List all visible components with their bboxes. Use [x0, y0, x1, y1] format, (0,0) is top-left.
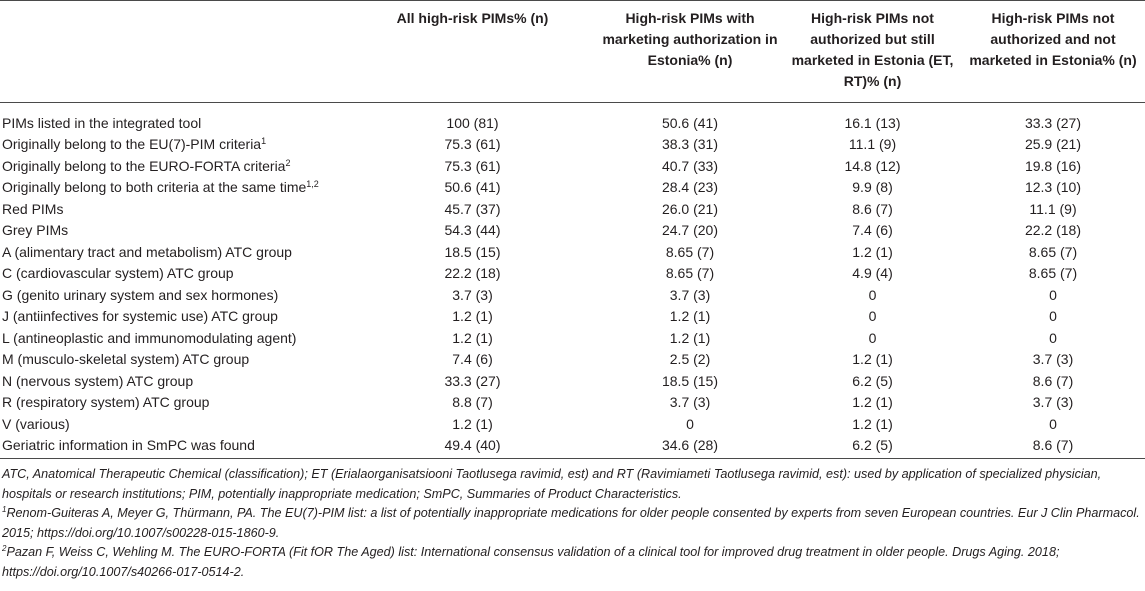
- cell-c4: 11.1 (9): [1029, 200, 1077, 217]
- table-row: [0, 392, 1145, 413]
- row-label: [2, 306, 278, 327]
- cell-c2: 0: [686, 415, 694, 432]
- row-label: [2, 199, 63, 220]
- table-row: [0, 199, 1145, 220]
- cell-c2: 1.2 (1): [669, 308, 711, 325]
- cell-c4: 8.65 (7): [1028, 265, 1078, 282]
- row-label-text: M (musculo-skeletal system) ATC group: [2, 351, 250, 368]
- cell-c2: 18.5 (15): [661, 372, 719, 389]
- cell-c1: 8.8 (7): [452, 394, 493, 411]
- row-label: [2, 414, 70, 435]
- cell-c1: 100 (81): [446, 115, 499, 131]
- table-row: [0, 306, 1145, 327]
- row-label: [2, 177, 319, 198]
- cell-c3: 14.8 (12): [844, 157, 901, 174]
- cell-c2: 3.7 (3): [669, 286, 711, 303]
- row-label: [2, 328, 296, 349]
- cell-c1: 49.4 (40): [444, 437, 501, 454]
- cell-c1: 7.4 (6): [452, 351, 493, 368]
- cell-c3: 11.1 (9): [848, 136, 897, 153]
- cell-c4: 8.6 (7): [1032, 437, 1074, 454]
- cell-c3: 0: [868, 286, 877, 303]
- row-label-text: V (various): [2, 415, 70, 432]
- row-label: [2, 242, 292, 263]
- row-label-footnote-mark: 1,2: [306, 179, 319, 190]
- row-label-text: R (respiratory system) ATC group: [2, 394, 210, 411]
- table-footnotes: [2, 465, 1142, 582]
- cell-c2: 34.6 (28): [661, 437, 719, 454]
- footnote-abbreviations: ATC, Anatomical Therapeutic Chemical (classification); ET (Erialaorganisatsiooni Taotlusega ravimid, est) and RT (Ravimiameti Taotlusega ravimid, est): used by application of specialized physician, hospitals or research institutions; PIM, potentially inappropriate medication; SmPC, Summaries of Product Characteristics.: [2, 467, 1102, 501]
- cell-c4: 0: [1049, 308, 1057, 325]
- table-row: [0, 113, 1145, 134]
- footnote-reference-2: [2, 543, 1142, 582]
- cell-c1: 1.2 (1): [452, 329, 493, 346]
- table-row: [0, 177, 1145, 198]
- row-label: [2, 371, 193, 392]
- cell-c4: 19.8 (16): [1024, 157, 1082, 174]
- cell-c1: 33.3 (27): [444, 372, 501, 389]
- row-label-text: C (cardiovascular system) ATC group: [2, 265, 234, 282]
- footnote-mark-1: 1: [2, 505, 7, 514]
- table-top-rule: [0, 0, 1145, 1]
- row-label: [2, 156, 291, 177]
- footnote-text-2: Pazan F, Weiss C, Wehling M. The EURO-FORTA (Fit fOR The Aged) list: International consensus validation of a clinical tool for improved drug treatment in older people. Drugs Aging. 2018; https://doi.org/10.1007/s40266-017-0514-2.: [2, 545, 1060, 579]
- table-bottom-rule: [0, 458, 1145, 459]
- cell-c2: 26.0 (21): [661, 200, 719, 217]
- cell-c3: 9.9 (8): [852, 179, 893, 196]
- row-label-text: G (genito urinary system and sex hormones): [2, 286, 279, 303]
- row-label: [2, 285, 278, 306]
- row-label-text: Originally belong to both criteria at the same time: [2, 179, 307, 196]
- cell-c3: 6.2 (5): [852, 437, 893, 454]
- cell-c3: 7.4 (6): [852, 222, 893, 239]
- cell-c2: 24.7 (20): [661, 222, 719, 239]
- table-row: [0, 285, 1145, 306]
- row-label-text: PIMs listed in the integrated tool: [2, 115, 202, 131]
- footnote-text-1: Renom-Guiteras A, Meyer G, Thürmann, PA. The EU(7)-PIM list: a list of potentially inappropriate medications for older people consented by experts from seven European countries. Eur J Clin Pharmacol. 2015; https://doi.org/10.1007/s00228-015-1860-9.: [2, 506, 1140, 540]
- row-label: [2, 435, 255, 456]
- row-label-text: A (alimentary tract and metabolism) ATC group: [2, 243, 292, 260]
- row-label-text: N (nervous system) ATC group: [2, 372, 194, 389]
- cell-c3: 16.1 (13): [844, 115, 901, 131]
- table-row: [0, 414, 1145, 435]
- cell-c4: 0: [1049, 415, 1057, 432]
- cell-c3: 4.9 (4): [852, 265, 893, 282]
- column-header-not-authorized-not-marketed: High-risk PIMs not authorized and not marketed in Estonia% (n): [969, 10, 1137, 68]
- cell-c1: 50.6 (41): [444, 179, 501, 196]
- cell-c4: 3.7 (3): [1032, 394, 1074, 411]
- row-label-text: Grey PIMs: [2, 222, 69, 239]
- column-header-not-authorized-marketed: High-risk PIMs not authorized but still marketed in Estonia (ET, RT)% (n): [791, 10, 954, 89]
- cell-c4: 0: [1049, 329, 1057, 346]
- row-label-text: Originally belong to the EU(7)-PIM criteria: [2, 136, 262, 153]
- cell-c1: 1.2 (1): [452, 308, 493, 325]
- cell-c1: 3.7 (3): [452, 286, 493, 303]
- cell-c1: 54.3 (44): [444, 222, 501, 239]
- column-header-all: All high-risk PIMs% (n): [396, 10, 549, 26]
- cell-c1: 18.5 (15): [444, 243, 501, 260]
- cell-c2: 50.6 (41): [661, 115, 719, 131]
- cell-c3: 1.2 (1): [852, 243, 893, 260]
- row-label-text: J (antiinfectives for systemic use) ATC group: [2, 308, 278, 325]
- cell-c3: 1.2 (1): [852, 394, 893, 411]
- row-label-text: L (antineoplastic and immunomodulating agent): [2, 329, 297, 346]
- cell-c3: 1.2 (1): [852, 415, 893, 432]
- cell-c2: 8.65 (7): [665, 243, 715, 260]
- row-label-footnote-mark: 1: [261, 136, 267, 147]
- row-label: [2, 263, 234, 284]
- table-row: [0, 134, 1145, 155]
- cell-c3: 1.2 (1): [852, 351, 893, 368]
- column-header-authorized: High-risk PIMs with marketing authorization in Estonia% (n): [602, 10, 778, 68]
- cell-c2: 38.3 (31): [661, 136, 719, 153]
- cell-c2: 1.2 (1): [669, 329, 711, 346]
- cell-c4: 25.9 (21): [1024, 136, 1082, 153]
- row-label-text: Geriatric information in SmPC was found: [2, 437, 255, 454]
- row-label: [2, 134, 266, 155]
- cell-c4: 22.2 (18): [1024, 222, 1082, 239]
- cell-c4: 8.6 (7): [1032, 372, 1074, 389]
- table-body: [0, 113, 1145, 457]
- cell-c4: 0: [1049, 286, 1057, 303]
- footnote-mark-2: 2: [2, 544, 7, 553]
- cell-c2: 28.4 (23): [661, 179, 719, 196]
- row-label-text: Originally belong to the EURO-FORTA criteria: [2, 157, 286, 174]
- cell-c3: 8.6 (7): [852, 200, 893, 217]
- row-label-text: Red PIMs: [2, 200, 64, 217]
- table-row: [0, 328, 1145, 349]
- table-row: [0, 242, 1145, 263]
- cell-c1: 75.3 (61): [444, 136, 501, 153]
- cell-c3: 0: [868, 329, 877, 346]
- table-row: [0, 371, 1145, 392]
- cell-c2: 40.7 (33): [661, 157, 719, 174]
- header-divider-rule: [0, 102, 1145, 103]
- cell-c1: 75.3 (61): [444, 157, 501, 174]
- row-label: [2, 392, 209, 413]
- row-label: [2, 220, 68, 241]
- cell-c2: 3.7 (3): [669, 394, 711, 411]
- table-row: [0, 156, 1145, 177]
- cell-c3: 6.2 (5): [852, 372, 893, 389]
- table-row: [0, 349, 1145, 370]
- cell-c1: 45.7 (37): [444, 200, 501, 217]
- row-label-footnote-mark: 2: [285, 157, 291, 168]
- row-label: [2, 113, 201, 134]
- cell-c1: 1.2 (1): [452, 415, 493, 432]
- footnote-reference-1: [2, 504, 1142, 543]
- cell-c2: 2.5 (2): [669, 351, 711, 368]
- cell-c3: 0: [868, 308, 877, 325]
- row-label: [2, 349, 249, 370]
- table-row: [0, 263, 1145, 284]
- table-row: [0, 220, 1145, 241]
- cell-c4: 8.65 (7): [1028, 243, 1078, 260]
- cell-c1: 22.2 (18): [444, 265, 501, 282]
- cell-c2: 8.65 (7): [665, 265, 715, 282]
- cell-c4: 33.3 (27): [1024, 115, 1082, 131]
- table-row: [0, 435, 1145, 456]
- cell-c4: 3.7 (3): [1032, 351, 1074, 368]
- cell-c4: 12.3 (10): [1024, 179, 1082, 196]
